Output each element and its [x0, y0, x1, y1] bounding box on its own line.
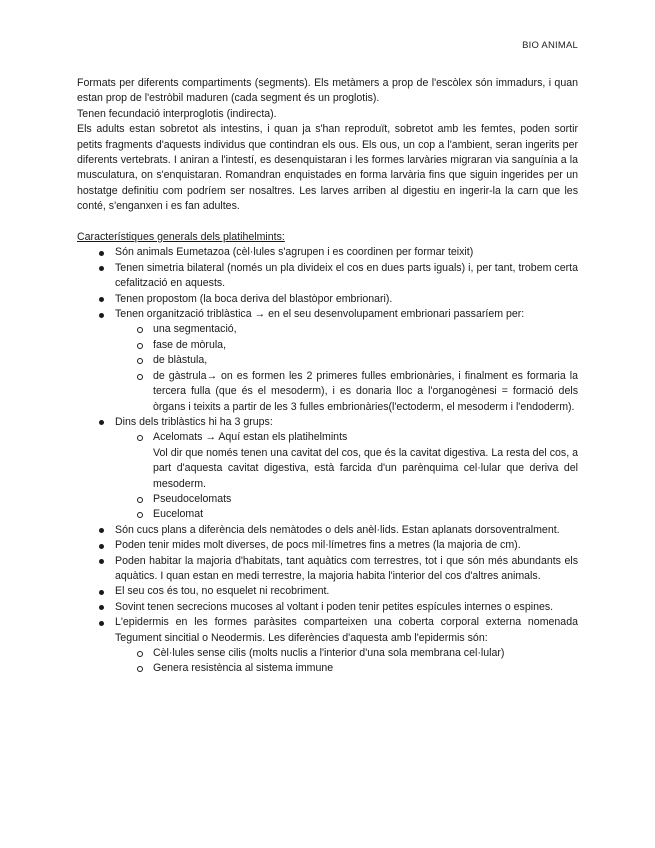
bullet-icon [99, 266, 104, 271]
intro-paragraph: Tenen fecundació interproglotis (indirecta). [77, 107, 277, 120]
list-item: Són animals Eumetazoa (cèl·lules s'agrupen i es coordinen per formar teixit) [77, 245, 578, 260]
circle-bullet-icon [137, 374, 143, 380]
sub-item-detail: Vol dir que només tenen una cavitat del cos, que és la cavitat digestiva. La resta del cos, a part d'aquesta cavitat digestiva, està farcida d'un parènquima cel·lular que deriva del mesoderm. [153, 446, 578, 490]
sub-list-item: Genera resistència al sistema immune [115, 661, 578, 676]
sub-list-item: de gàstrula→ on es formen les 2 primeres fulles embrionàries, i finalment es formaria la tercera fulla (que és el mesoderm), i es donaria lloc a l'organogènesi = formació dels òrgans i teixits a partir de les 3 fulles embrionàries(l'ectoderm, el mesoderm i l'endoderm). [115, 369, 578, 415]
sub-list-item: una segmentació, [115, 322, 578, 337]
bullet-icon [99, 313, 104, 318]
circle-bullet-icon [137, 666, 143, 672]
bullet-icon [99, 528, 104, 533]
circle-bullet-icon [137, 327, 143, 333]
sub-list [77, 322, 578, 414]
sub-list-item: Acelomats → Aquí estan els platihelmints Vol dir que només tenen una cavitat del cos, que és la cavitat digestiva. La resta del cos, a part d'aquesta cavitat digestiva, està farcida d'un parènquima cel·lular que deriva del mesoderm. [115, 430, 578, 492]
list-item: Sovint tenen secrecions mucoses al voltant i poden tenir petites espícules internes o espines. [77, 600, 578, 615]
section-heading: Característiques generals dels platihelmints: [77, 231, 285, 244]
intro-paragraph: Els adults estan sobretot als intestins, i quan ja s'han reproduït, sobretot amb les femtes, poden sortir petits fragments d'aquests individus que contindran els ous. Els ous, un cop a l'ambient, seran ingerits per diferents vertebrats. I aniran a l'intestí, es desenquistaran i les formes larvàries migraran via sanguínia a la musculatura, on s'enquistaran. Romandran enquistades en forma larvària fins que siguin ingerides per un hostatge definitiu com podríem ser nosaltres. Les larves arriben al digestiu en ingerir-la la carn que les conté, s'enganxen i es fan adultes. [77, 123, 578, 213]
list-item: Tenen propostom (la boca deriva del blastòpor embrionari). [77, 292, 578, 307]
list-item: Poden tenir mides molt diverses, de pocs mil·límetres fins a metres (la majoria de cm). [77, 538, 578, 553]
list-item: Poden habitar la majoria d'habitats, tant aquàtics com terrestres, tot i que són més abundants els aquàtics. I quan estan en medi terrestre, la majoria habita l'interior del cos d'altres animals. [77, 554, 578, 585]
list-item: Tenen organització triblàstica → en el seu desenvolupament embrionari passaríem per: una segmentació, fase de mòrula, de blàstula, de gàstrula→ on es formen les 2 primeres fulles embrionàries, i finalment es formaria la tercera fulla (que és el mesoderm), i es donaria lloc a l'organogènesi = formació dels òrgans i teixits a partir de les 3 fulles embrionàries(l'ectoderm, el mesoderm i l'endoderm). [77, 307, 578, 415]
bullet-icon [99, 251, 104, 256]
list-item: El seu cos és tou, no esquelet ni recobriment. [77, 584, 578, 599]
sub-list-item: fase de mòrula, [115, 338, 578, 353]
sub-list-item: Cèl·lules sense cilis (molts nuclis a l'interior d'una sola membrana cel·lular) [115, 646, 578, 661]
bullet-icon [99, 605, 104, 610]
sub-list-item: Pseudocelomats [115, 492, 578, 507]
list-item: Dins dels triblàstics hi ha 3 grups: Acelomats → Aquí estan els platihelmints Vol dir que només tenen una cavitat del cos, que és la cavitat digestiva. La resta del cos, a part d'aquesta cavitat digestiva, està farcida d'un parènquima cel·lular que deriva del mesoderm. Pseudocelomats Eucelomat [77, 415, 578, 523]
list-item: Tenen simetria bilateral (només un pla divideix el cos en dues parts iguals) i, per tant, trobem certa cefalització en aquests. [77, 261, 578, 292]
bullet-icon [99, 297, 104, 302]
circle-bullet-icon [137, 651, 143, 657]
bullet-icon [99, 420, 104, 425]
circle-bullet-icon [137, 497, 143, 503]
paragraph-spacer [77, 215, 578, 230]
circle-bullet-icon [137, 343, 143, 349]
bullet-icon [99, 590, 104, 595]
circle-bullet-icon [137, 358, 143, 364]
circle-bullet-icon [137, 512, 143, 518]
bullet-icon [99, 621, 104, 626]
document-header: BIO ANIMAL [522, 40, 578, 51]
list-item: L'epidermis en les formes paràsites comparteixen una coberta corporal externa nomenada Tegument sincitial o Neodermis. Les diferències d'aquesta amb l'epidermis són: Cèl·lules sense cilis (molts nuclis a l'interior d'una sola membrana cel·lular) Genera resistència al sistema immune [77, 615, 578, 677]
circle-bullet-icon [137, 435, 143, 441]
sub-list-item: de blàstula, [115, 353, 578, 368]
intro-paragraph: Formats per diferents compartiments (segments). Els metàmers a prop de l'escòlex són immadurs, i quan estan prop de l'estròbil maduren (cada segment és un proglotis). [77, 77, 578, 105]
document-body [77, 76, 578, 677]
list-item: Són cucs plans a diferència dels nemàtodes o dels anèl·lids. Estan aplanats dorsoventralment. [77, 523, 578, 538]
bullet-icon [99, 544, 104, 549]
sub-list [77, 646, 578, 677]
characteristics-list [77, 245, 578, 676]
sub-list [77, 430, 578, 522]
sub-list-item: Eucelomat [115, 507, 578, 522]
bullet-icon [99, 559, 104, 564]
